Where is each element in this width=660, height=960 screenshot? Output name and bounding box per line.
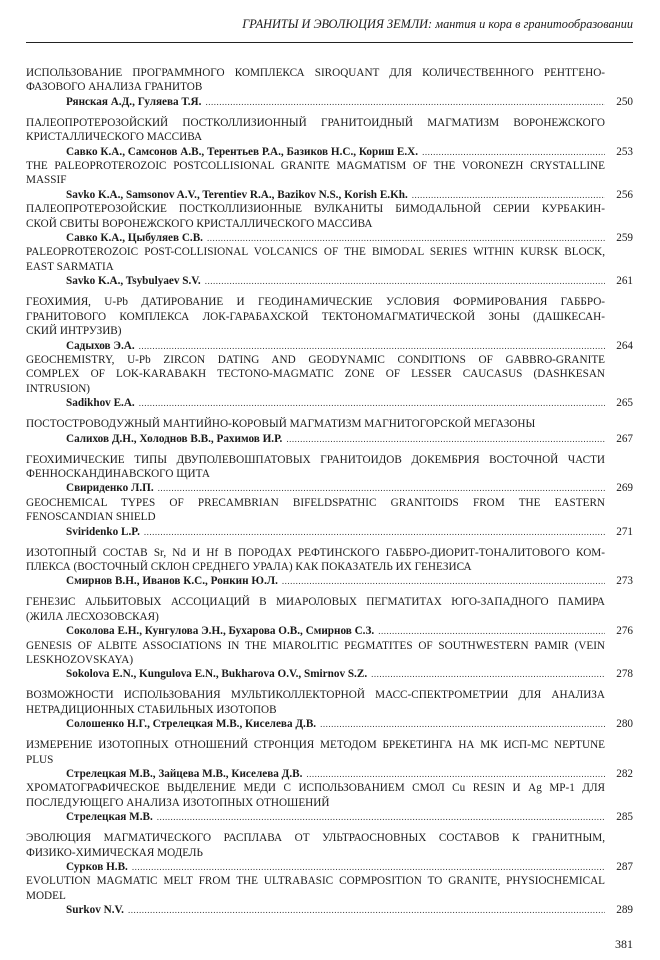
dot-leader (422, 145, 605, 159)
entry-authors-row (26, 339, 633, 353)
entry-authors: Сурков Н.В. (66, 861, 128, 874)
entry-title-line: PALEOPROTEROZOIC POST-COLLISIONAL VOLCANICS OF THE BIMODAL SERIES WITHIN KURSK BLOCK, (26, 246, 605, 259)
toc-group (26, 831, 633, 917)
entry-page: 267 (616, 432, 633, 445)
entry-authors-row (26, 231, 633, 245)
dot-leader (282, 574, 605, 588)
toc-group (26, 417, 633, 446)
entry-title-line: ПАЛЕОПРОТЕРОЗОЙСКИЕ ПОСТКОЛЛИЗИОННЫЕ ВУЛКАНИТЫ БИМОДАЛЬНОЙ СЕРИИ КУРБАКИН- (26, 203, 605, 216)
dot-leader (306, 767, 605, 781)
entry-title-line: НЕТРАДИЦИОННЫХ СТАБИЛЬНЫХ ИЗОТОПОВ (26, 703, 277, 716)
dot-leader (132, 860, 605, 874)
toc-entry[interactable] (26, 417, 633, 446)
entry-page: 256 (616, 188, 633, 201)
dot-leader (207, 231, 605, 245)
entry-authors-row (26, 574, 633, 588)
entry-authors: Соколова Е.Н., Кунгулова Э.Н., Бухарова О.В., Смирнов С.З. (66, 625, 375, 638)
entry-authors: Савко К.А., Цыбуляев С.В. (66, 232, 203, 245)
toc-group (26, 66, 633, 109)
toc-group (26, 453, 633, 539)
entry-page: 280 (616, 718, 633, 731)
entry-authors: Рянская А.Д., Гуляева Т.Я. (66, 95, 202, 108)
entry-title-line: ВОЗМОЖНОСТИ ИСПОЛЬЗОВАНИЯ МУЛЬТИКОЛЛЕКТОРНОЙ МАСС-СПЕКТРОМЕТРИИ ДЛЯ АНАЛИЗА (26, 689, 605, 702)
toc-entry[interactable] (26, 688, 633, 731)
entry-authors-row (26, 860, 633, 874)
entry-title-line: ГЕОХИМИЧЕСКИЕ ТИПЫ ДВУПОЛЕВОШПАТОВЫХ ГРАНИТОИДОВ ДОКЕМБРИЯ ВОСТОЧНОЙ ЧАСТИ (26, 453, 605, 466)
entry-page: 278 (616, 668, 633, 681)
entry-page: 259 (616, 232, 633, 245)
entry-authors-row (26, 481, 633, 495)
entry-authors-row (26, 145, 633, 159)
entry-title-line: (ЖИЛА ЛЕСХОЗОВСКАЯ) (26, 610, 159, 623)
entry-authors: Surkov N.V. (66, 904, 124, 917)
entry-page: 265 (616, 397, 633, 410)
entry-title-line: GEOCHEMICAL TYPES OF PRECAMBRIAN BIFELDSPATHIC GRANITOIDS FROM THE EASTERN (26, 496, 605, 509)
toc-entry[interactable] (26, 159, 633, 202)
toc-entry[interactable] (26, 781, 633, 824)
entry-authors-row (26, 903, 633, 917)
entry-authors: Садыхов Э.А. (66, 339, 135, 352)
entry-authors: Свириденко Л.П. (66, 482, 154, 495)
toc-entry[interactable] (26, 639, 633, 682)
entry-page: 261 (616, 275, 633, 288)
toc-group (26, 116, 633, 289)
dot-leader (371, 667, 605, 681)
toc-group (26, 738, 633, 824)
toc-entry[interactable] (26, 595, 633, 638)
entry-authors-row (26, 432, 633, 446)
entry-page: 264 (616, 339, 633, 352)
header-rule (26, 42, 633, 43)
entry-authors: Смирнов В.Н., Иванов К.С., Ронкин Ю.Л. (66, 575, 278, 588)
entry-title-line: ПОСТОСТРОВОДУЖНЫЙ МАНТИЙНО-КОРОВЫЙ МАГМАТИЗМ МАГНИТОГОРСКОЙ МЕГАЗОНЫ (26, 418, 536, 431)
entry-page: 273 (616, 575, 633, 588)
entry-authors-row (26, 95, 633, 109)
entry-page: 269 (616, 482, 633, 495)
toc-entry[interactable] (26, 66, 633, 109)
entry-page: 253 (616, 145, 633, 158)
entry-authors-row (26, 396, 633, 410)
page-number: 381 (615, 937, 633, 951)
dot-leader (157, 810, 605, 824)
entry-title-line: ПЛЕКСА (ВОСТОЧНЫЙ СКЛОН СРЕДНЕГО УРАЛА) КАК ПОКАЗАТЕЛЬ ИХ ГЕНЕЗИСА (26, 560, 472, 573)
entry-title-line: EVOLUTION MAGMATIC MELT FROM THE ULTRABASIC COPMPOSITION TO GRANITE, PHYSIOCHEMICAL (26, 875, 605, 888)
toc-entry[interactable] (26, 202, 633, 245)
toc-entry[interactable] (26, 831, 633, 874)
entry-title-line: PLUS (26, 753, 54, 766)
entry-title-line: ИСПОЛЬЗОВАНИЕ ПРОГРАММНОГО КОМПЛЕКСА SIROQUANT ДЛЯ КОЛИЧЕСТВЕННОГО РЕНТГЕНО- (26, 67, 605, 79)
entry-title-line: СКОЙ СВИТЫ ВОРОНЕЖСКОГО КРИСТАЛЛИЧЕСКОГО МАССИВА (26, 217, 373, 230)
entry-authors: Савко К.А., Самсонов А.В., Терентьев Р.А., Базиков Н.С., Кориш Е.Х. (66, 145, 419, 158)
entry-authors: Savko K.A., Samsonov A.V., Terentiev R.A., Bazikov N.S., Korish E.Kh. (66, 188, 408, 201)
dot-leader (144, 525, 605, 539)
entry-title-line: COMPLEX OF LOK-KARABAKH TECTONO-MAGMATIC ZONE OF LESSER CAUCASUS (DASHKESAN (26, 368, 605, 381)
toc-entry[interactable] (26, 874, 633, 917)
entry-title-line: ФАЗОВОГО АНАЛИЗА ГРАНИТОВ (26, 81, 203, 94)
entry-title-line: ИЗОТОПНЫЙ СОСТАВ Sr, Nd И Hf В ПОРОДАХ РЕФТИНСКОГО ГАББРО-ДИОРИТ-ТОНАЛИТОВОГО КОМ- (26, 546, 605, 559)
entry-title-line: ФЕННОСКАНДИНАВСКОГО ЩИТА (26, 467, 210, 480)
header-title-caps: ГРАНИТЫ И ЭВОЛЮЦИЯ ЗЕМЛИ: (242, 17, 433, 31)
entry-title-line: INTRUSION) (26, 382, 91, 395)
entry-title-line: ЭВОЛЮЦИЯ МАГМАТИЧЕСКОГО РАСПЛАВА ОТ УЛЬТРАОСНОВНЫХ СОСТАВОВ К ГРАНИТНЫМ, (26, 832, 605, 845)
entry-authors-row (26, 717, 633, 731)
entry-authors-row (26, 525, 633, 539)
toc-entry[interactable] (26, 245, 633, 288)
dot-leader (412, 188, 605, 202)
entry-title-line: EAST SARMATIA (26, 260, 114, 273)
entry-authors: Savko K.A., Tsybulyaev S.V. (66, 275, 201, 288)
toc-group (26, 688, 633, 731)
toc-entry[interactable] (26, 353, 633, 411)
entry-page: 285 (616, 811, 633, 824)
entry-page: 276 (616, 625, 633, 638)
entry-authors: Стрелецкая М.В., Зайцева М.В., Киселева Д.В. (66, 768, 303, 781)
dot-leader (128, 903, 605, 917)
entry-authors: Салихов Д.Н., Холоднов В.В., Рахимов И.Р. (66, 432, 283, 445)
entry-title-line: GEOCHEMISTRY, U-Pb ZIRCON DATING AND GEODYNAMIC CONDITIONS OF GABBRO-GRANITE (26, 353, 605, 366)
entry-title-line: MODEL (26, 889, 66, 902)
entry-page: 250 (616, 95, 633, 108)
dot-leader (286, 432, 605, 446)
entry-title-line: ГЕОХИМИЯ, U-Pb ДАТИРОВАНИЕ И ГЕОДИНАМИЧЕСКИЕ УСЛОВИЯ ФОРМИРОВАНИЯ ГАББРО- (26, 296, 605, 309)
entry-title-line: MASSIF (26, 174, 67, 187)
entry-title-line: ИЗМЕРЕНИЕ ИЗОТОПНЫХ ОТНОШЕНИЙ СТРОНЦИЯ МЕТОДОМ БРЕКЕТИНГА НА МК ИСП-МС NEPTUNE (26, 739, 605, 752)
entry-title-line: СКИЙ ИНТРУЗИВ) (26, 325, 122, 338)
entry-title-line: ГЕНЕЗИС АЛЬБИТОВЫХ АССОЦИАЦИЙ В МИАРОЛОВЫХ ПЕГМАТИТАХ ЮГО-ЗАПАДНОГО ПАМИРА (26, 596, 605, 609)
entry-authors: Sokolova E.N., Kungulova E.N., Bukharova O.V., Smirnov S.Z. (66, 668, 368, 681)
running-header (26, 17, 633, 32)
entry-title-line: ФИЗИКО-ХИМИЧЕСКАЯ МОДЕЛЬ (26, 846, 203, 859)
toc-entry[interactable] (26, 453, 633, 496)
entry-title-line: ПОСЛЕДУЮЩЕГО АНАЛИЗА ИЗОТОПНЫХ ОТНОШЕНИЙ (26, 796, 330, 809)
toc-group (26, 595, 633, 681)
dot-leader (158, 481, 605, 495)
entry-page: 287 (616, 861, 633, 874)
entry-title-line: ПАЛЕОПРОТЕРОЗОЙСКИЙ ПОСТКОЛЛИЗИОННЫЙ ГРАНИТОИДНЫЙ МАГМАТИЗМ ВОРОНЕЖСКОГО (26, 116, 605, 129)
entry-page: 289 (616, 904, 633, 917)
entry-title-line: ГРАНИТОВОГО КОМПЛЕКСА ЛОК-ГАРАБАХСКОЙ ТЕКТОНОМАГМАТИЧЕСКОЙ ЗОНЫ (ДАШКЕСАН- (26, 310, 605, 323)
entry-title-line: FENOSCANDIAN SHIELD (26, 511, 156, 524)
entry-page: 271 (616, 525, 633, 538)
dot-leader (139, 339, 605, 353)
entry-authors-row (26, 274, 633, 288)
dot-leader (139, 396, 605, 410)
entry-title-line: THE PALEOPROTEROZOIC POSTCOLLISIONAL GRANITE MAGMATISM OF THE VORONEZH CRYSTALLINE (26, 160, 605, 173)
entry-authors-row (26, 624, 633, 638)
dot-leader (205, 274, 605, 288)
dot-leader (205, 95, 605, 109)
entry-title-line: КРИСТАЛЛИЧЕСКОГО МАССИВА (26, 131, 203, 144)
dot-leader (378, 624, 605, 638)
entry-authors: Sadikhov E.A. (66, 397, 135, 410)
toc-entry[interactable] (26, 546, 633, 589)
header-title-rest: мантия и кора в гранитообразовании (432, 17, 633, 31)
entry-authors-row (26, 810, 633, 824)
entry-authors-row (26, 767, 633, 781)
entry-page: 282 (616, 768, 633, 781)
entry-authors: Стрелецкая М.В. (66, 811, 153, 824)
table-of-contents (26, 66, 633, 918)
entry-authors: Sviridenko L.P. (66, 525, 140, 538)
entry-authors-row (26, 667, 633, 681)
toc-group (26, 295, 633, 410)
entry-authors-row (26, 188, 633, 202)
toc-entry[interactable] (26, 738, 633, 781)
entry-authors: Солошенко Н.Г., Стрелецкая М.В., Киселева Д.В. (66, 718, 317, 731)
entry-title-line: GENESIS OF ALBITE ASSOCIATIONS IN THE MIAROLITIC PEGMATITES OF SOUTHWESTERN PAMIR (VEIN (26, 639, 605, 652)
dot-leader (320, 717, 605, 731)
toc-entry[interactable] (26, 295, 633, 353)
toc-entry[interactable] (26, 116, 633, 159)
entry-title-line: LESKHOZOVSKAYA) (26, 654, 134, 666)
entry-title-line: ХРОМАТОГРАФИЧЕСКОЕ ВЫДЕЛЕНИЕ МЕДИ С ИСПОЛЬЗОВАНИЕМ СМОЛ Cu RESIN И Ag MP-1 ДЛЯ (26, 782, 605, 795)
toc-entry[interactable] (26, 496, 633, 539)
toc-group (26, 546, 633, 589)
